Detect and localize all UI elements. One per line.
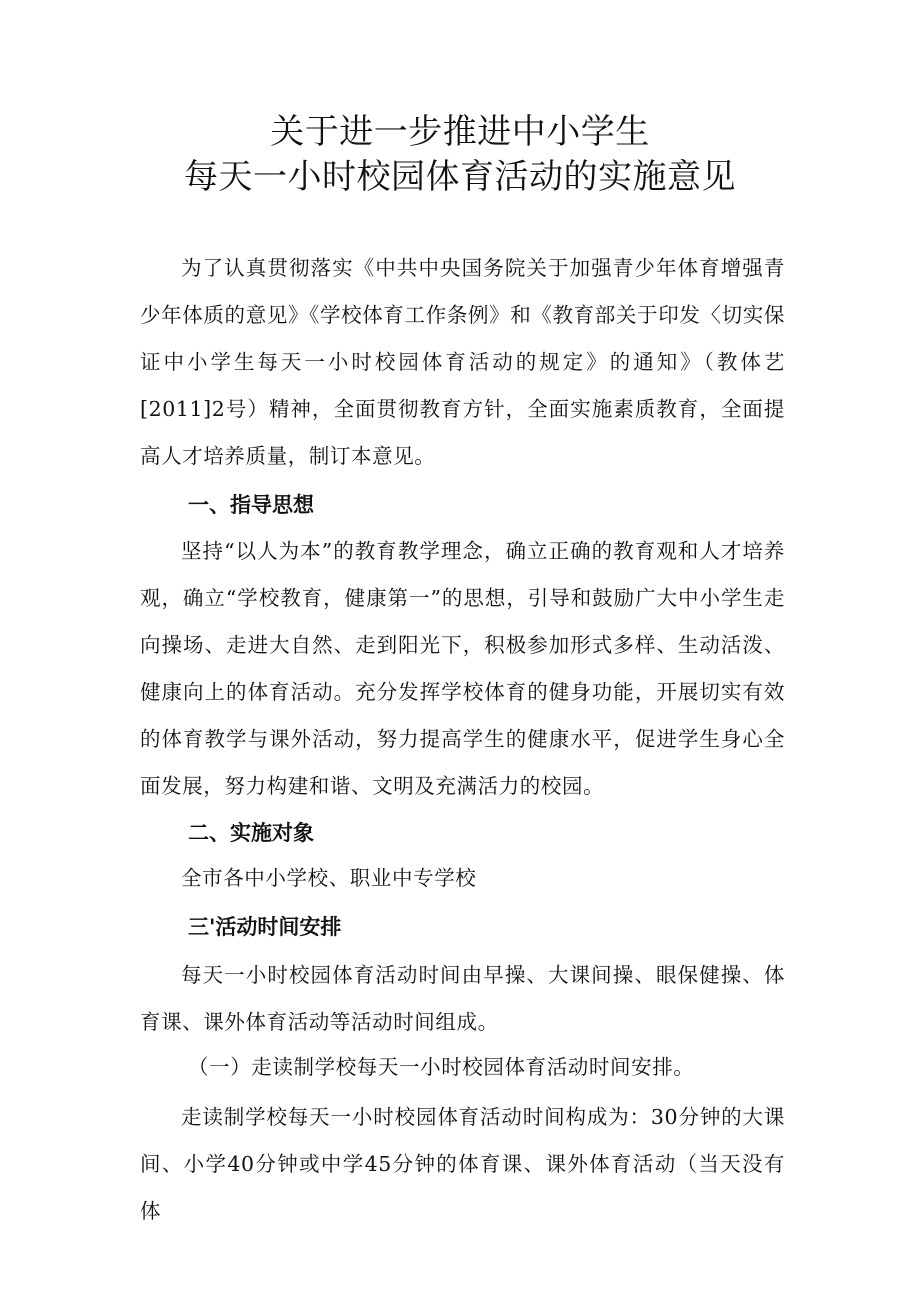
section3-sub1-paragraph: 走读制学校每天一小时校园体育活动时间构成为：30分钟的大课间、小学40分钟或中学45分钟的体育课、课外体育活动（当天没有体: [140, 1105, 785, 1223]
section2-heading: 二、实施对象: [188, 821, 314, 845]
section2-paragraph: 全市各中小学校、职业中专学校: [181, 866, 477, 890]
section3-paragraph: 每天一小时校园体育活动时间由早操、大课间操、眼保健操、体育课、课外体育活动等活动时间组成。: [140, 963, 785, 1034]
section1-paragraph: 坚持“以人为本”的教育教学理念，确立正确的教育观和人才培养观，确立“学校教育，健康第一”的思想，引导和鼓励广大中小学生走向操场、走进大自然、走到阳光下，积极参加形式多样、生动活泼、健康向上的体育活动。充分发挥学校体育的健身功能，开展切实有效的体育教学与课外活动，努力提高学生的健康水平，促进学生身心全面发展，努力构建和谐、文明及充满活力的校园。: [140, 539, 785, 798]
section3-subheading-1: （一）走读制学校每天一小时校园体育活动时间安排。: [188, 1055, 695, 1079]
intro-paragraph: 为了认真贯彻落实《中共中央国务院关于加强青少年体育增强青少年体质的意见》《学校体育工作条例》和《教育部关于印发〈切实保证中小学生每天一小时校园体育活动的规定》的通知》（教体艺[2011]2号）精神，全面贯彻教育方针，全面实施素质教育，全面提高人才培养质量，制订本意见。: [140, 256, 785, 468]
document-title-line2: 每天一小时校园体育活动的实施意见: [184, 157, 736, 197]
section3-heading: 三'活动时间安排: [188, 915, 342, 939]
document-title-line1: 关于进一步推进中小学生: [270, 112, 650, 152]
section1-heading: 一、指导思想: [188, 493, 314, 517]
